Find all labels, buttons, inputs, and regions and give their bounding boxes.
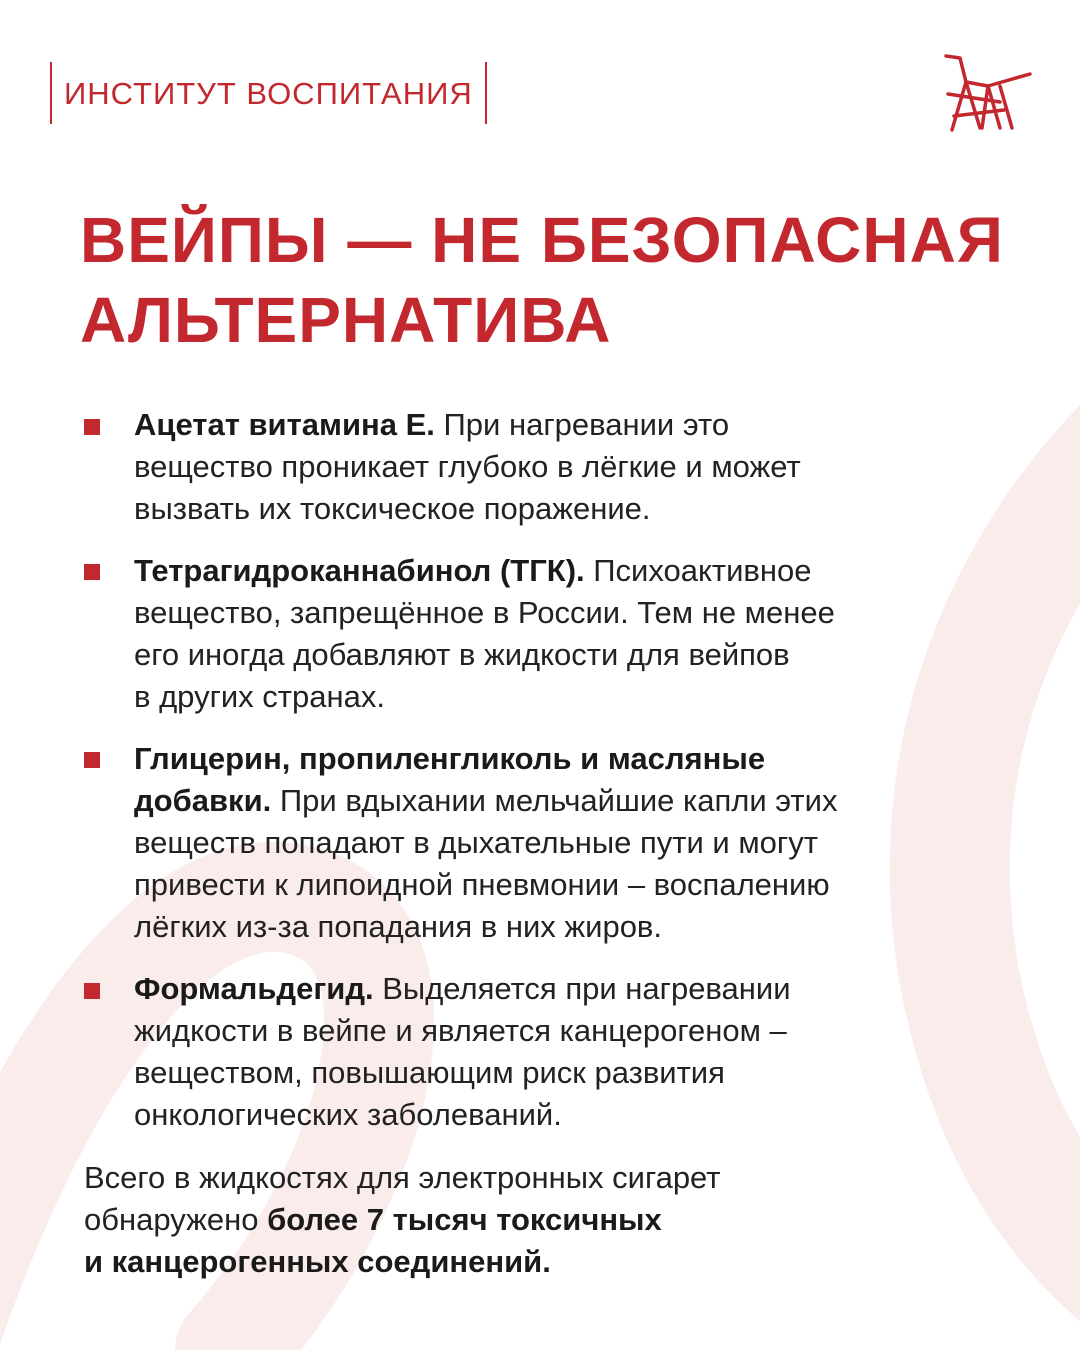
item-text: в других странах. xyxy=(134,679,385,714)
summary-paragraph xyxy=(84,1157,1044,1283)
bullet-square-icon xyxy=(84,564,100,580)
item-heading: Формальдегид. xyxy=(134,971,374,1006)
item-text: Выделяется при нагревании xyxy=(373,971,791,1006)
institute-name: ИНСТИТУТ ВОСПИТАНИЯ xyxy=(64,75,473,111)
bullet-square-icon xyxy=(84,752,100,768)
bullet-square-icon xyxy=(84,983,100,999)
item-text: веществ попадают в дыхательные пути и могут xyxy=(134,825,818,860)
horse-logo-icon xyxy=(942,52,1034,132)
item-text: вещество, запрещённое в России. Тем не менее xyxy=(134,595,835,630)
item-heading: Ацетат витамина Е. xyxy=(134,407,435,442)
title-line-1: ВЕЙПЫ — НЕ БЕЗОПАСНАЯ xyxy=(80,204,1004,276)
item-heading xyxy=(134,738,1034,780)
item-text: его иногда добавляют в жидкости для вейпов xyxy=(134,637,790,672)
list-item xyxy=(134,404,1034,530)
list-item xyxy=(134,968,1034,1136)
item-heading: Тетрагидроканнабинол (ТГК). xyxy=(134,553,585,588)
item-text: лёгких из-за попадания в них жиров. xyxy=(134,909,663,944)
item-text: При нагревании это xyxy=(434,407,730,442)
item-line xyxy=(134,968,1034,1010)
summary-highlight: более 7 тысяч токсичных xyxy=(267,1202,662,1237)
institute-header xyxy=(50,62,487,124)
item-heading-text: Глицерин, пропиленгликоль и масляные xyxy=(134,741,766,776)
item-line xyxy=(134,404,1034,446)
item-line xyxy=(134,550,1034,592)
summary-highlight: и канцерогенных соединений. xyxy=(84,1244,551,1279)
item-text: Психоактивное xyxy=(584,553,812,588)
header-divider-right xyxy=(485,62,487,124)
item-text: онкологических заболеваний. xyxy=(134,1097,562,1132)
page-title xyxy=(80,200,1040,360)
item-text: жидкости в вейпе и является канцерогеном – xyxy=(134,1013,787,1048)
summary-line xyxy=(84,1241,1044,1283)
item-text: привести к липоидной пневмонии – воспалению xyxy=(134,867,830,902)
bullet-square-icon xyxy=(84,419,100,435)
item-heading-cont: добавки. xyxy=(134,783,272,818)
item-text: При вдыхании мельчайшие капли этих xyxy=(271,783,838,818)
summary-line xyxy=(84,1199,1044,1241)
list-item xyxy=(134,550,1034,718)
summary-text: обнаружено xyxy=(84,1202,268,1237)
title-line-2: АЛЬТЕРНАТИВА xyxy=(80,284,612,356)
item-line xyxy=(134,780,1034,822)
summary-line: Всего в жидкостях для электронных сигарет xyxy=(84,1160,721,1195)
item-text: вещество проникает глубоко в лёгкие и может xyxy=(134,449,801,484)
item-text: вызвать их токсическое поражение. xyxy=(134,491,651,526)
list-item xyxy=(134,738,1034,948)
item-text: веществом, повышающим риск развития xyxy=(134,1055,725,1090)
